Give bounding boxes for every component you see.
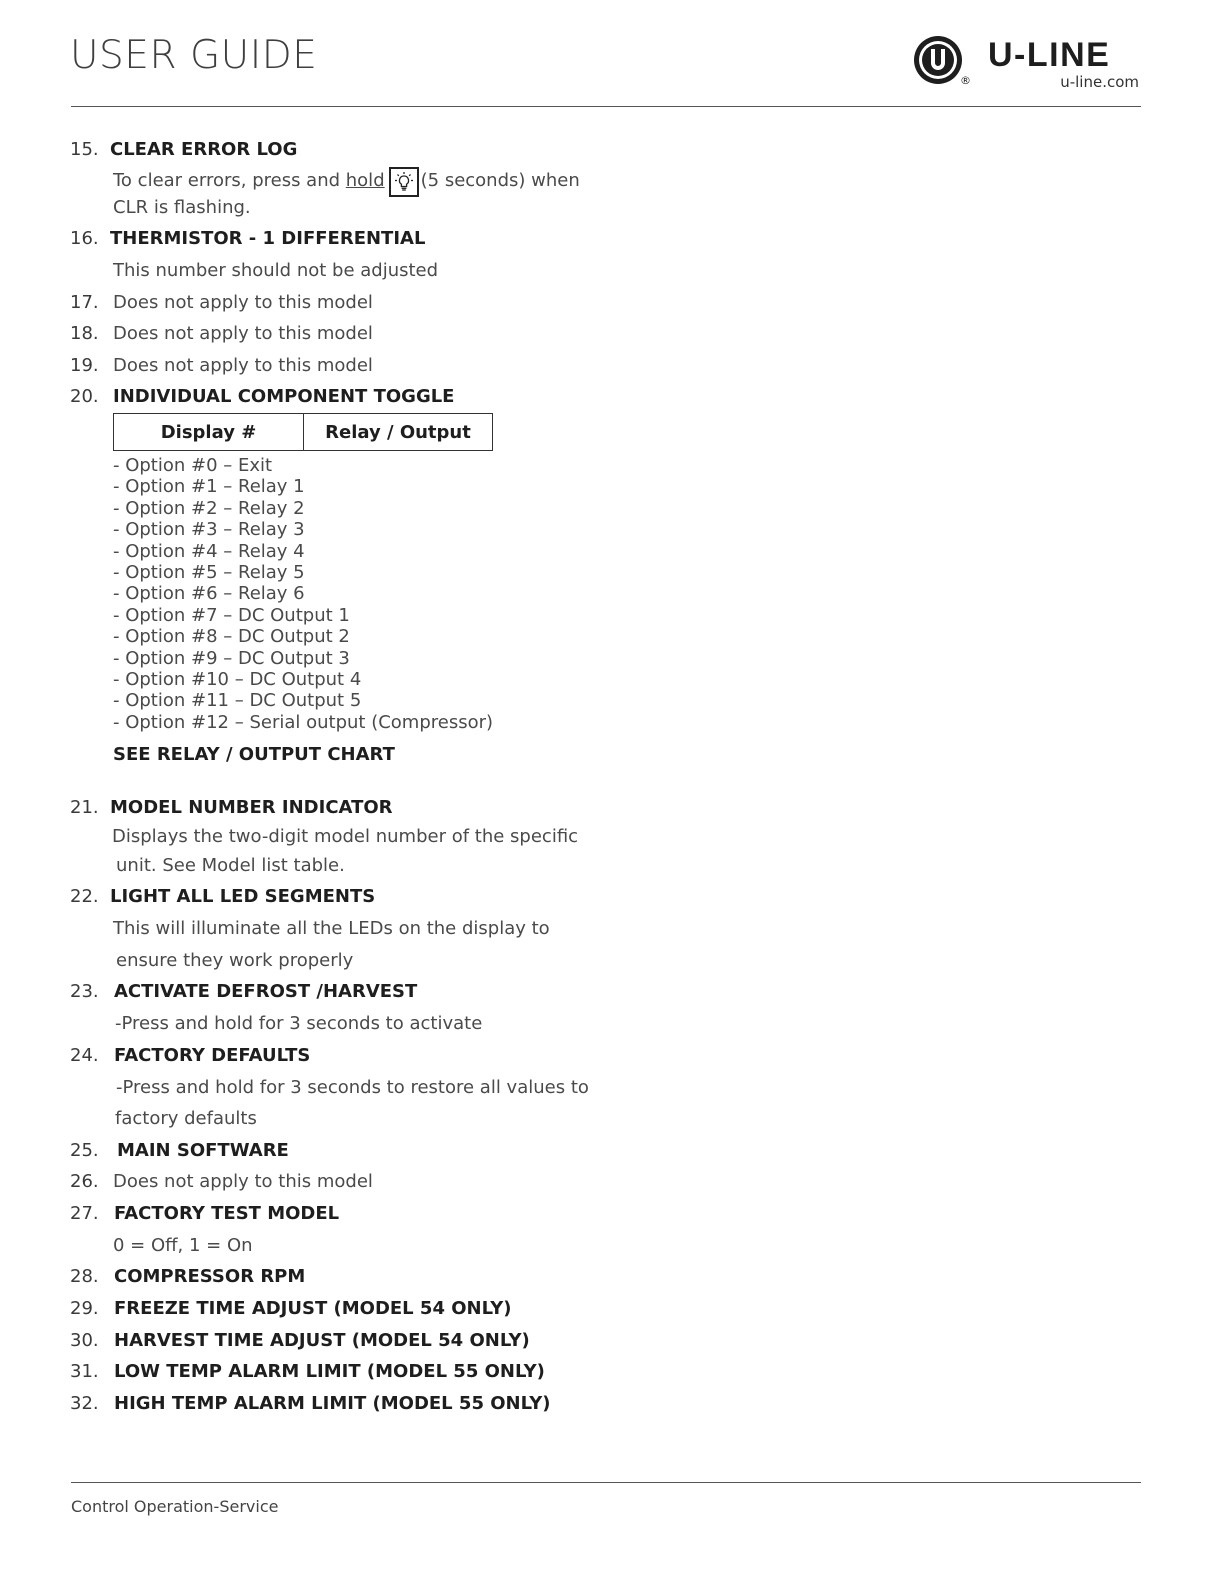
list-item: - Option #6 – Relay 6 (113, 583, 305, 605)
item-title-low-temp-alarm: LOW TEMP ALARM LIMIT (MODEL 55 ONLY) (114, 1361, 545, 1382)
item-description: unit. See Model list table. (116, 855, 345, 876)
list-item: - Option #10 – DC Output 4 (113, 669, 362, 691)
item-description: To clear errors, press and hold (5 seconds) when (113, 167, 580, 197)
table-header-display: Display # (114, 414, 304, 451)
list-item: - Option #5 – Relay 5 (113, 562, 305, 584)
item-number: 26. (70, 1171, 99, 1192)
item-number: 16. (70, 228, 99, 249)
u-line-logo (912, 34, 1144, 92)
item-title-freeze-time: FREEZE TIME ADJUST (MODEL 54 ONLY) (114, 1298, 512, 1319)
logo-website: u-line.com (1060, 73, 1139, 91)
hold-text: hold (345, 170, 385, 191)
logo-brand-text: U-LINE (988, 36, 1111, 74)
item-number: 20. (70, 386, 99, 407)
item-description: This will illuminate all the LEDs on the display to (113, 918, 550, 939)
item-title-component-toggle: INDIVIDUAL COMPONENT TOGGLE (113, 386, 455, 407)
item-number: 28. (70, 1266, 99, 1287)
item-description: factory defaults (115, 1108, 257, 1129)
list-item: - Option #12 – Serial output (Compressor) (113, 711, 494, 733)
list-item: - Option #0 – Exit (113, 455, 273, 476)
item-number: 31. (70, 1361, 99, 1382)
option-list (113, 455, 493, 733)
see-relay-chart-note: SEE RELAY / OUTPUT CHART (113, 744, 395, 765)
item-number: 25. (70, 1140, 99, 1161)
list-item: - Option #2 – Relay 2 (113, 497, 305, 519)
list-item: - Option #4 – Relay 4 (113, 540, 305, 562)
list-item: - Option #9 – DC Output 3 (113, 647, 350, 669)
item-text: Does not apply to this model (113, 323, 373, 344)
u-line-logo-icon (912, 34, 964, 86)
item-number: 32. (70, 1393, 99, 1414)
registered-mark: ® (960, 74, 971, 87)
item-text: Does not apply to this model (113, 1171, 373, 1192)
item-description: Displays the two-digit model number of the specific (112, 826, 579, 847)
item-text: Does not apply to this model (113, 355, 373, 376)
item-number: 23. (70, 981, 99, 1002)
list-item: - Option #11 – DC Output 5 (113, 690, 362, 712)
table-header-relay-output: Relay / Output (304, 414, 493, 451)
item-number: 29. (70, 1298, 99, 1319)
item-title-main-software: MAIN SOFTWARE (117, 1140, 289, 1161)
footer-divider (71, 1482, 1141, 1483)
footer-text: Control Operation-Service (71, 1497, 279, 1516)
list-item: - Option #7 – DC Output 1 (113, 604, 350, 626)
item-title-model-number: MODEL NUMBER INDICATOR (110, 797, 393, 818)
item-number: 17. (70, 292, 99, 313)
header-divider (71, 106, 1141, 107)
item-number: 27. (70, 1203, 99, 1224)
item-text: Does not apply to this model (113, 292, 373, 313)
page-title: USER GUIDE (70, 33, 318, 78)
item-number: 21. (70, 797, 99, 818)
light-bulb-icon (389, 167, 419, 197)
item-description: -Press and hold for 3 seconds to restore all values to (116, 1077, 589, 1098)
item-number: 22. (70, 886, 99, 907)
item-title-high-temp-alarm: HIGH TEMP ALARM LIMIT (MODEL 55 ONLY) (114, 1393, 551, 1414)
item-number: 18. (70, 323, 99, 344)
item-title-defrost: ACTIVATE DEFROST /HARVEST (114, 981, 418, 1002)
item-number: 15. (70, 139, 99, 160)
item-title-clear-error-log: CLEAR ERROR LOG (110, 139, 298, 160)
item-number: 24. (70, 1045, 99, 1066)
item-title-factory-defaults: FACTORY DEFAULTS (114, 1045, 311, 1066)
item-description: 0 = Off, 1 = On (113, 1235, 253, 1256)
item-title-compressor-rpm: COMPRESSOR RPM (114, 1266, 306, 1287)
item-title-light-led: LIGHT ALL LED SEGMENTS (110, 886, 376, 907)
list-item: - Option #3 – Relay 3 (113, 519, 305, 541)
list-item: - Option #1 – Relay 1 (113, 476, 305, 498)
item-title-thermistor: THERMISTOR - 1 DIFFERENTIAL (110, 228, 426, 249)
item-description: CLR is flashing. (113, 197, 251, 218)
item-number: 19. (70, 355, 99, 376)
list-item: - Option #8 – DC Output 2 (113, 626, 350, 648)
relay-output-table (113, 413, 493, 451)
item-description: -Press and hold for 3 seconds to activate (115, 1013, 483, 1034)
item-description: ensure they work properly (116, 950, 354, 971)
item-title-harvest-time: HARVEST TIME ADJUST (MODEL 54 ONLY) (114, 1330, 530, 1351)
item-description: This number should not be adjusted (113, 260, 439, 281)
item-title-factory-test: FACTORY TEST MODEL (114, 1203, 340, 1224)
item-number: 30. (70, 1330, 99, 1351)
